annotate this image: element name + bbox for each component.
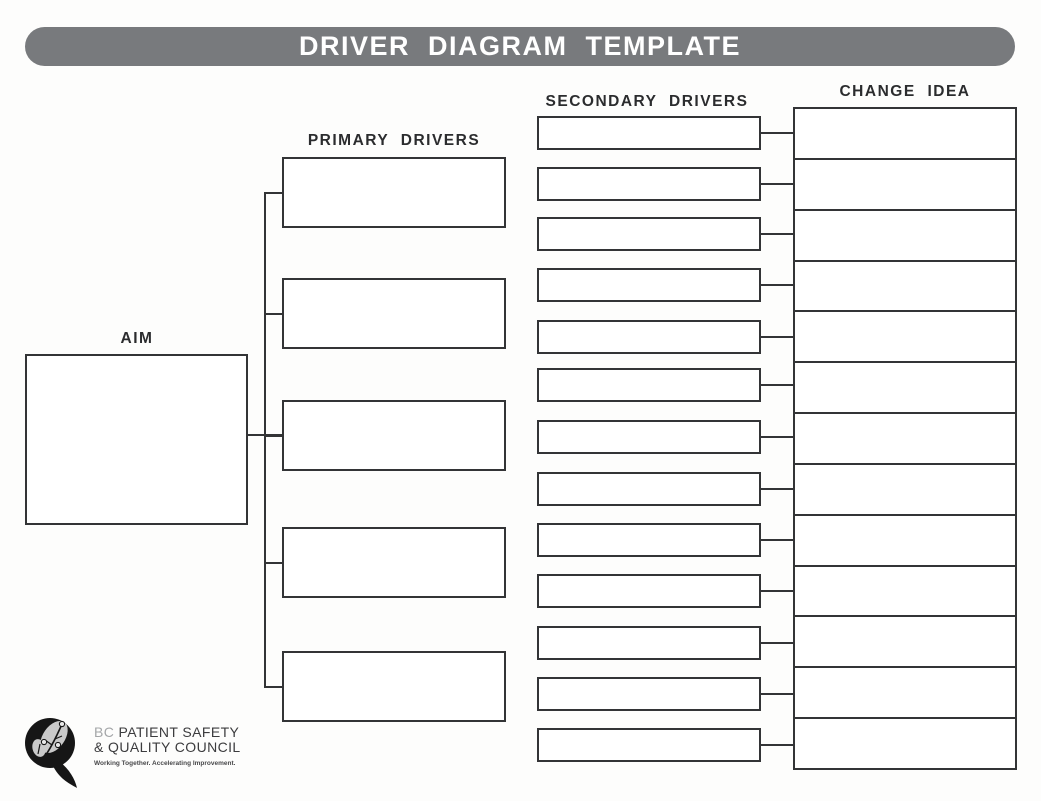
primary-driver-box-4[interactable] [282,527,506,598]
secondary-driver-box-10[interactable] [537,574,761,608]
logo-bc-prefix: BC [94,724,115,740]
change-idea-row-10[interactable] [795,567,1015,618]
logo-tagline: Working Together. Accelerating Improvement. [94,760,236,767]
change-idea-row-11[interactable] [795,617,1015,668]
logo-text [94,725,241,767]
secondary-change-connector-line-1 [761,132,793,134]
change-idea-row-4[interactable] [795,262,1015,313]
secondary-change-connector-line-7 [761,436,793,438]
change-idea-row-12[interactable] [795,668,1015,719]
secondary-driver-box-8[interactable] [537,472,761,506]
bcpsqc-logo [24,710,241,790]
secondary-change-connector-line-11 [761,642,793,644]
bcpsqc-logo-icon [24,710,82,790]
secondary-driver-box-13[interactable] [537,728,761,762]
primary-stub-line-2 [264,313,282,315]
logo-line1 [94,725,241,740]
secondary-driver-box-6[interactable] [537,368,761,402]
change-idea-row-7[interactable] [795,414,1015,465]
primary-driver-box-3[interactable] [282,400,506,471]
secondary-driver-box-1[interactable] [537,116,761,150]
aim-box[interactable] [25,354,248,525]
primary-driver-box-5[interactable] [282,651,506,722]
secondary-change-connector-line-10 [761,590,793,592]
secondary-change-connector-line-4 [761,284,793,286]
change-idea-row-5[interactable] [795,312,1015,363]
secondary-change-connector-line-3 [761,233,793,235]
logo-line2: & QUALITY COUNCIL [94,739,241,755]
secondary-drivers-header: SECONDARY DRIVERS [545,93,749,110]
primary-drivers-header: PRIMARY DRIVERS [307,132,481,149]
secondary-driver-box-12[interactable] [537,677,761,711]
secondary-change-connector-line-8 [761,488,793,490]
change-idea-column [793,107,1017,770]
secondary-driver-box-7[interactable] [537,420,761,454]
change-idea-row-9[interactable] [795,516,1015,567]
primary-stub-line-4 [264,562,282,564]
secondary-change-connector-line-2 [761,183,793,185]
change-idea-row-3[interactable] [795,211,1015,262]
secondary-change-connector-line-12 [761,693,793,695]
change-idea-row-13[interactable] [795,719,1015,768]
secondary-driver-box-2[interactable] [537,167,761,201]
secondary-change-connector-line-6 [761,384,793,386]
secondary-driver-box-5[interactable] [537,320,761,354]
title-bar [25,27,1015,66]
change-idea-row-8[interactable] [795,465,1015,516]
primary-stub-line-1 [264,192,282,194]
page-title: DRIVER DIAGRAM TEMPLATE [299,31,741,61]
change-idea-row-2[interactable] [795,160,1015,211]
secondary-driver-box-4[interactable] [537,268,761,302]
primary-stub-line-5 [264,686,282,688]
secondary-change-connector-line-9 [761,539,793,541]
change-idea-row-1[interactable] [795,109,1015,160]
secondary-driver-box-9[interactable] [537,523,761,557]
secondary-change-connector-line-5 [761,336,793,338]
secondary-driver-box-3[interactable] [537,217,761,251]
change-idea-header: CHANGE IDEA [839,83,971,100]
change-idea-row-6[interactable] [795,363,1015,414]
logo-line1-text: PATIENT SAFETY [118,724,240,740]
secondary-change-connector-line-13 [761,744,793,746]
primary-driver-box-1[interactable] [282,157,506,228]
aim-header: AIM [120,330,154,347]
primary-stub-line-3 [264,435,282,437]
aim-primary-trunk-line [264,192,266,688]
primary-driver-box-2[interactable] [282,278,506,349]
secondary-driver-box-11[interactable] [537,626,761,660]
